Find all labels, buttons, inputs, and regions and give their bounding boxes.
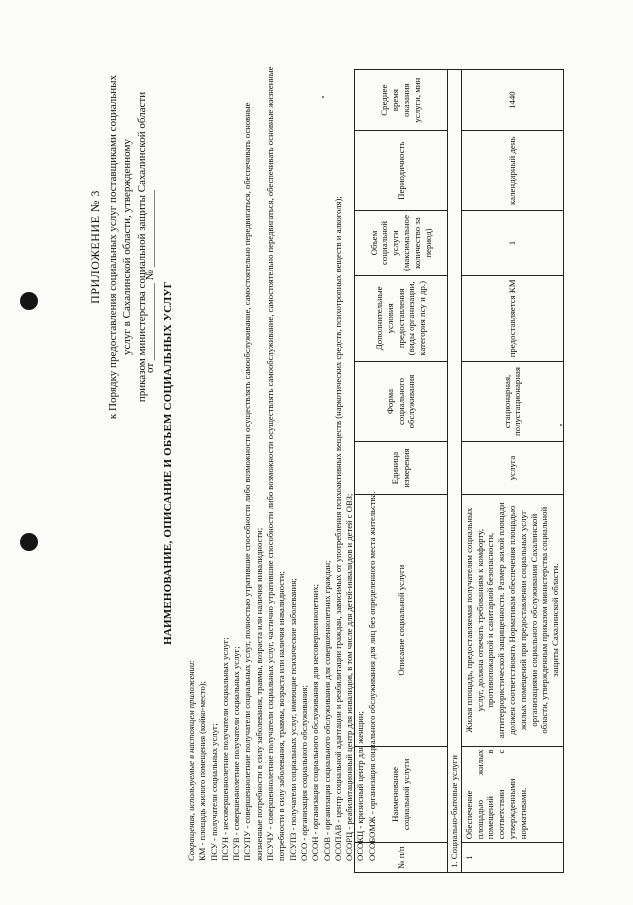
section-row [448,70,462,873]
appendix-line-1: к Порядку предоставления социальных услуг поставщиками социальных [106,74,119,420]
abbreviation-item: ОСО - организация социального обслуживания; [298,685,309,861]
abbreviation-item: ОСОБОМЖ - организация социального обслуживания для лиц без определенного места жительства. [366,491,377,861]
abbreviation-item: ОСОКЦ - кризисный центр для женщин; [355,711,366,861]
table-row [461,70,563,873]
header-average-time: Среднее время оказания услуги, мин [355,70,448,131]
cell-conditions: предоставляется КМ [461,275,563,361]
social-services-table [354,69,564,873]
rotated-document [4,33,564,893]
abbreviation-item: ПСУПУ - совершеннолетние получатели социальных услуг, полностью утратившие способности либо возможности осуществлять самообслуживание, самостоятельно передвигаться, обеспечивать основные жизненные потребности в силу заболевания, травмы, возраста или наличия инвалидности; [242,102,264,861]
header-conditions: Дополнительные условия предоставления (виды организации, категория псу и др.) [355,275,448,361]
appendix-block [88,67,149,427]
abbreviation-item: ОСОВ - организация социального обслуживания для совершеннолетних граждан; [321,560,332,861]
number-label: № [144,269,156,281]
abbreviation-item: ОСОПАВ - центр социальной адаптации и реабилитации граждан, зависимых от употребления психоактивных веществ (наркотических средств, психотропных веществ и алкоголя); [332,196,343,861]
number-blank: ______________ [144,190,156,268]
abbreviation-item: ПСУ - получатели социальных услуг; [208,723,219,861]
header-description: Описание социальной услуги [355,494,448,746]
abbreviation-item: ОСОН - организация социального обслуживания для несовершеннолетних; [310,583,321,861]
document-title: НАИМЕНОВАНИЕ, ОПИСАНИЕ И ОБЪЕМ СОЦИАЛЬНЫХ УСЛУГ [162,281,174,645]
abbreviations-heading: Сокращения, используемые в настоящем приложении: [186,659,196,861]
cell-service-form: стационарная, полустационарная [461,361,563,442]
cell-periodicity: календарный день [461,131,563,211]
appendix-number: ПРИЛОЖЕНИЕ № 3 [88,190,102,304]
header-volume: Объем социальной услуги (максимальное количество за период) [355,211,448,276]
date-blank: ______________ [144,283,156,361]
abbreviations-list [186,61,378,861]
header-service-name: Наименование социальной услуги [355,746,448,843]
abbreviation-item: ПСУН - несовершеннолетние получатели социальных услуг; [219,637,230,861]
cell-number: 1 [461,843,563,873]
date-number-line [144,190,156,373]
abbreviation-item: ПСУЧУ - совершеннолетние получатели социальных услуг, частично утратившие способности либо возможности осуществлять самообслуживание, самостоятельно передвигаться, обеспечивать основные жизненные потребности в силу заболевания, травмы, возраста или наличия инвалидности; [265,66,287,861]
header-unit: Единица измерения [355,442,448,494]
cell-service-name: Обеспечение площадью жилых помещений в соответствии с утвержденными нормативами. [461,746,563,843]
header-periodicity: Периодичность [355,131,448,211]
header-number: № п/п [355,843,448,873]
appendix-line-2: услуг в Сахалинской области, утвержденному [121,139,133,355]
table-header-row [355,70,448,873]
cell-description: Жилая площадь, предоставляемая получателям социальных услуг, должна отвечать требованиям к комфорту, противопожарной и санитарной безопасности, антитеррористической защищенности. Размер жилой площади должен соответствовать Нормативам обеспечения площадью жилых помещений при предоставлении социальных услуг организациями социального обслуживания Сахалинской области, утвержденным приказом министерства социальной защиты Сахалинской области. [461,494,563,746]
abbreviation-item: ОСОРЦ - реабилитационный центр для инвалидов, в том числе для детей-инвалидов и детей с ОВЗ; [344,493,355,861]
abbreviation-item: ПСУПЗ - получатели социальных услуг, имеющие психические заболевания; [287,578,298,861]
appendix-line-3: приказом министерства социальной защиты Сахалинской области [135,91,148,403]
abbreviation-item: ПСУВ - совершеннолетние получатели социальных услуг; [231,646,242,861]
cell-volume: 1 [461,211,563,276]
header-service-form: Форма социального обслуживания [355,361,448,442]
section-title: 1. Социально-бытовые услуги [448,70,462,873]
cell-unit: услуга [461,442,563,494]
cell-average-time: 1440 [461,70,563,131]
abbreviation-item: КМ - площадь жилого помещения (койко-место); [197,680,208,861]
from-label: от [144,362,156,373]
